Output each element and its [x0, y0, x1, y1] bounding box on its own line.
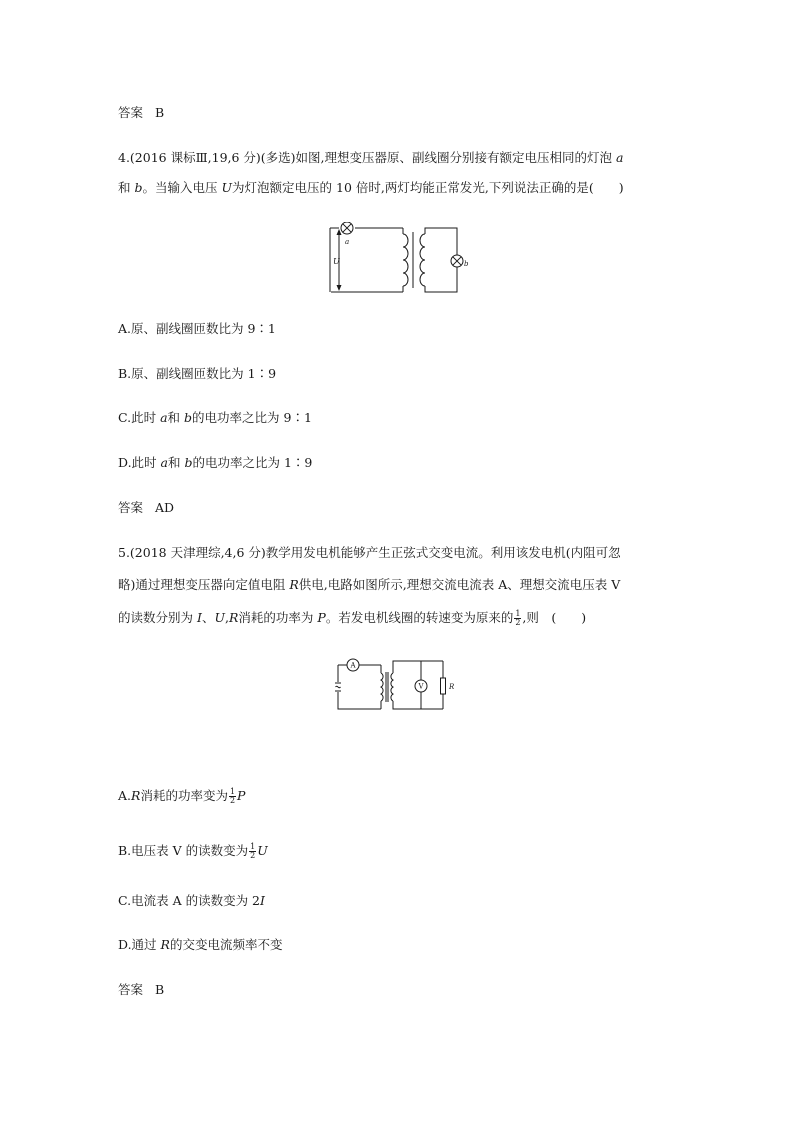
- label-U: U: [333, 257, 340, 266]
- fraction-one-half: $\frac{1}{2}$: [250, 842, 256, 860]
- answer-label: 答案: [118, 982, 144, 997]
- q5-option-c: C.电流表 A 的读数变为 2I: [118, 893, 265, 908]
- arrow-down-icon: [337, 285, 342, 291]
- q4-circuit-diagram: [325, 222, 475, 296]
- label-b: b: [464, 260, 469, 268]
- answer-value: B: [154, 105, 165, 120]
- q5-stem-line3: 的读数分别为 I、U,R消耗的功率为 P。若发电机线圈的转速变为原来的 $\frac{1}{2}$ ,则 ( ): [118, 609, 587, 627]
- q5-option-a: A.R消耗的功率变为 $\frac{1}{2}$ P: [118, 787, 246, 805]
- ammeter-label: A: [350, 661, 356, 670]
- answer-value: B: [154, 982, 165, 997]
- arrow-up-icon: [337, 229, 342, 235]
- q4-option-d: D.此时 a和 b的电功率之比为 1∶9: [118, 455, 313, 470]
- q5-option-b: B.电压表 V 的读数变为 $\frac{1}{2}$ U: [118, 842, 268, 860]
- q3-answer: [118, 105, 164, 121]
- resistor-label: R: [449, 683, 455, 691]
- answer-value: AD: [154, 500, 174, 515]
- q4-answer: [118, 500, 174, 516]
- q5-option-d: D.通过 R的交变电流频率不变: [118, 937, 283, 952]
- voltmeter-label: V: [418, 682, 424, 691]
- q5-stem-line2: 略)通过理想变压器向定值电阻 R供电,电路如图所示,理想交流电流表 A、理想交流电压表 V: [118, 577, 621, 592]
- q5-stem-line1: 5.(2018 天津理综,4,6 分)教学用发电机能够产生正弦式交变电流。利用该发电机(内阻可忽: [118, 545, 621, 560]
- q4-stem-line2: 和 b。当输入电压 U为灯泡额定电压的 10 倍时,两灯均能正常发光,下列说法正确的是( ): [118, 180, 624, 195]
- q4-option-b: B.原、副线圈匝数比为 1∶9: [118, 366, 277, 381]
- q4-stem-line1: 4.(2016 课标Ⅲ,19,6 分)(多选)如图,理想变压器原、副线圈分别接有额定电压相同的灯泡 a: [118, 150, 624, 165]
- answer-label: 答案: [118, 500, 144, 515]
- fraction-one-half: $\frac{1}{2}$: [515, 609, 521, 627]
- answer-label: 答案: [118, 105, 144, 120]
- q5-circuit-diagram: [333, 656, 463, 714]
- fraction-one-half: $\frac{1}{2}$: [229, 787, 236, 805]
- label-a: a: [345, 238, 350, 246]
- q4-option-c: C.此时 a和 b的电功率之比为 9∶1: [118, 410, 312, 425]
- q4-option-a: A.原、副线圈匝数比为 9∶1: [118, 321, 276, 336]
- q5-answer: [118, 982, 164, 998]
